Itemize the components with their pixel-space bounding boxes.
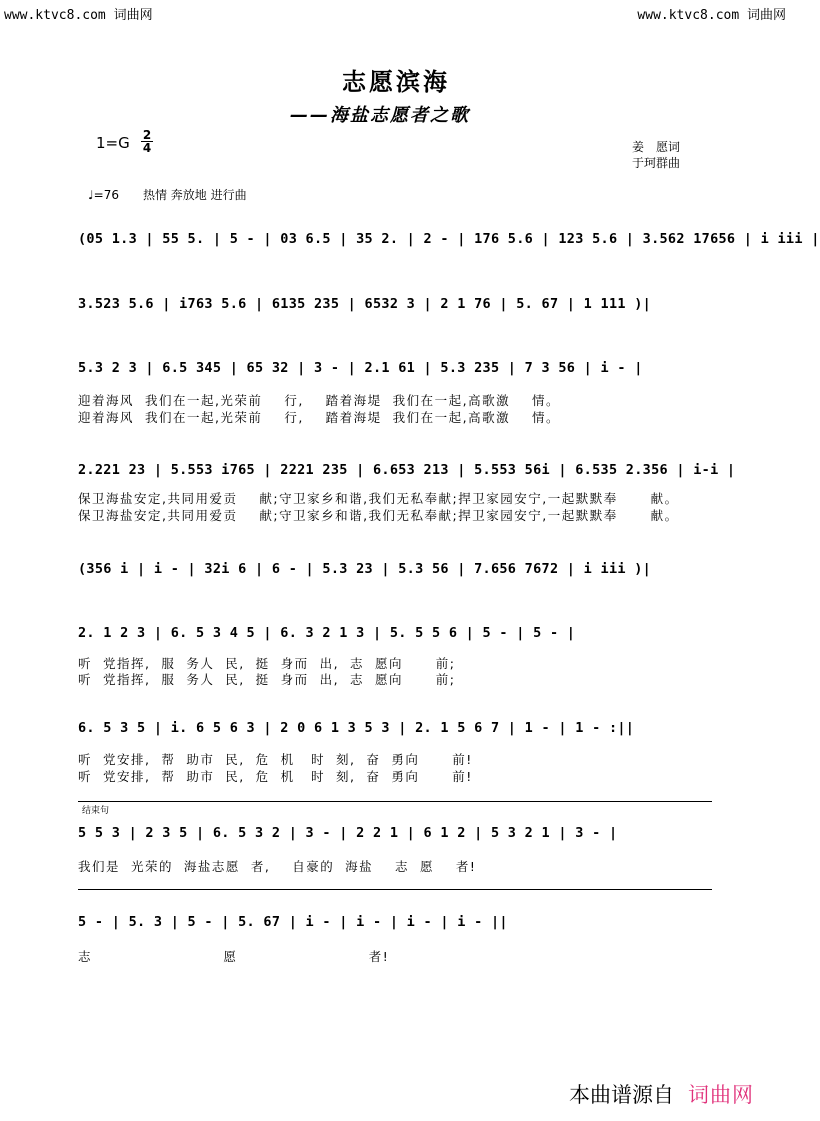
notation-text: 6. 5 3 5 | i. 6 5 6 3 | 2 0 6 1 3 5 3 | 2. 1 5 6 7 | 1 - | 1 - :|| bbox=[78, 720, 635, 736]
lyric-line: 听 党安排, 帮 助市 民, 危 机 时 刻, 奋 勇向 前! bbox=[78, 752, 473, 767]
lyric-line: 迎着海风 我们在一起,光荣前 行, 踏着海堤 我们在一起,高歌激 情。 bbox=[78, 393, 560, 408]
meter-bottom: 4 bbox=[142, 141, 152, 155]
time-signature bbox=[141, 129, 153, 154]
notation-row-3 bbox=[78, 358, 718, 380]
composer-credit: 于珂群曲 bbox=[632, 156, 681, 170]
watermark-left: www.ktvc8.com 词曲网 bbox=[4, 8, 153, 23]
notation-row-2 bbox=[78, 294, 718, 316]
tempo-marking: ♩=76 热情 奔放地 进行曲 bbox=[88, 188, 247, 202]
lyricist-credit: 姜 愿词 bbox=[632, 140, 681, 154]
notation-text: (05 1.3 | 55 5. | 5 - | 03 6.5 | 35 2. | 2 - | 176 5.6 | 123 5.6 | 3.562 17656 | i iii | bbox=[78, 231, 820, 247]
section-rule bbox=[78, 889, 712, 890]
notation-row-7 bbox=[78, 718, 718, 740]
notation-text: 5 5 3 | 2 3 5 | 6. 5 3 2 | 3 - | 2 2 1 | 6 1 2 | 5 3 2 1 | 3 - | bbox=[78, 825, 618, 841]
lyric-line: 听 党安排, 帮 助市 民, 危 机 时 刻, 奋 勇向 前! bbox=[78, 769, 473, 784]
meter-top: 2 bbox=[142, 128, 152, 142]
notation-row-9 bbox=[78, 912, 718, 934]
notation-text: 5.3 2 3 | 6.5 345 | 65 32 | 3 - | 2.1 61 | 5.3 235 | 7 3 56 | i - | bbox=[78, 360, 643, 376]
song-title: 志愿滨海 bbox=[342, 68, 450, 96]
notation-text: 3.523 5.6 | i763 5.6 | 6135 235 | 6532 3 | 2 1 76 | 5. 67 | 1 111 )| bbox=[78, 296, 652, 312]
lyric-line: 保卫海盐安定,共同用爱贡 献;守卫家乡和谐,我们无私奉献;捍卫家园安宁,一起默默奉 献。 bbox=[78, 508, 679, 523]
notation-row-6 bbox=[78, 623, 718, 645]
lyric-line: 我们是 光荣的 海盐志愿 者, 自豪的 海盐 志 愿 者! bbox=[78, 859, 477, 874]
notation-text: 5 - | 5. 3 | 5 - | 5. 67 | i - | i - | i - | i - || bbox=[78, 914, 508, 930]
notation-text: 2. 1 2 3 | 6. 5 3 4 5 | 6. 3 2 1 3 | 5. 5 5 6 | 5 - | 5 - | bbox=[78, 625, 576, 641]
notation-row-1 bbox=[78, 229, 820, 251]
source-label: 本曲谱源自 bbox=[569, 1083, 674, 1107]
lyric-line: 志 愿 者! bbox=[78, 949, 390, 964]
song-subtitle: ——海盐志愿者之歌 bbox=[290, 105, 470, 126]
ending-bracket-line bbox=[78, 801, 712, 802]
notation-text: (356 i | i - | 32i 6 | 6 - | 5.3 23 | 5.3 56 | 7.656 7672 | i iii )| bbox=[78, 561, 652, 577]
watermark-right: www.ktvc8.com 词曲网 bbox=[637, 8, 786, 23]
notation-text: 2.221 23 | 5.553 i765 | 2221 235 | 6.653 213 | 5.553 56i | 6.535 2.356 | i-i | bbox=[78, 462, 736, 478]
source-brand[interactable]: 词曲网 bbox=[688, 1083, 754, 1107]
lyric-line: 听 党指挥, 服 务人 民, 挺 身而 出, 志 愿向 前; bbox=[78, 672, 456, 687]
lyric-line: 迎着海风 我们在一起,光荣前 行, 踏着海堤 我们在一起,高歌激 情。 bbox=[78, 410, 560, 425]
key-signature: 1=G bbox=[96, 134, 130, 152]
lyric-line: 保卫海盐安定,共同用爱贡 献;守卫家乡和谐,我们无私奉献;捍卫家园安宁,一起默默奉 献。 bbox=[78, 491, 679, 506]
source-credit bbox=[569, 1079, 754, 1109]
notation-row-5 bbox=[78, 559, 718, 581]
notation-row-8 bbox=[78, 823, 718, 845]
ending-label: 结束句 bbox=[82, 806, 110, 816]
notation-row-4 bbox=[78, 460, 736, 482]
lyric-line: 听 党指挥, 服 务人 民, 挺 身而 出, 志 愿向 前; bbox=[78, 656, 456, 671]
